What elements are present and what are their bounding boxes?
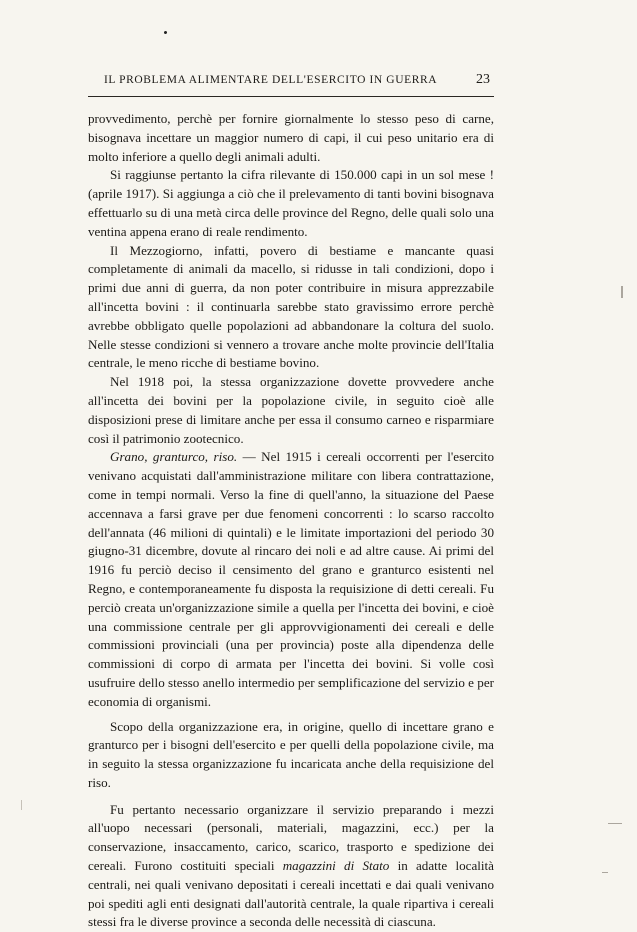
paragraph-grano bbox=[88, 448, 494, 711]
margin-mark bbox=[608, 823, 622, 824]
paragraph: Si raggiunse pertanto la cifra rilevante di 150.000 capi in un sol mese ! (aprile 1917). Si aggiunga a ciò che il prelevamento di tanti bovini bisognava effettuarlo su di una metà circa delle province del Regno, delle quali solo una ventina appena erano di reale rendimento. bbox=[88, 167, 494, 239]
paragraph-text: — Nel 1915 i cereali occorrenti per l'esercito venivano acquistati dall'amministrazione militare con libera contrattazione, come in tempi normali. Verso la fine di quell'anno, la situazione del Paese accennava a farsi grave per due fenomeni concorrenti : lo scarso raccolto dell'annata (46 milioni di quintali) e le limitate importazioni del periodo 30 giugno-31 dicembre, dovute al rincaro dei noli e ad altre cause. Ai primi del 1916 fu perciò deciso il censimento del grano e granturco esistenti nel Regno, e contemporaneamente fu disposta la requisizione di detti cereali. Fu perciò creata un'organizzazione simile a quella per l'incetta dei bovini, e cioè una commissione centrale per gli approvvigionamenti dei cereali e delle commissioni provinciali (una per provincia) poste alla dipendenza delle commissioni di corpo di armata per l'incetta dei bovini. Si volle così usufruire dello stesso anello intermedio per semplificazione del servizio e per economia di organismi. bbox=[88, 449, 494, 709]
margin-mark bbox=[21, 800, 22, 810]
paragraph-text: in adatte località centrali, nei quali venivano depositati i cereali incettati e dai quali venivano poi spediti agli enti designati dall'autorità centrale, la quale ripartiva i cereali stessi fra le diverse province a seconda delle necessità di ciascuna. bbox=[88, 858, 494, 930]
paragraph: Nel 1918 poi, la stessa organizzazione dovette provvedere anche all'incetta dei bovini per la popolazione civile, in seguito cioè alle disposizioni prese di limitare anche per essa il consumo carneo e risparmiare così il patrimonio zootecnico. bbox=[88, 374, 494, 446]
paragraph: Il Mezzogiorno, infatti, povero di bestiame e mancante quasi completamente di animali da macello, si ridusse in tali condizioni, dopo i primi due anni di guerra, da non poter contribuire in misura apprezzabile all'incetta bovini : il continuarla sarebbe stato gravissimo errore perchè avrebbe obbligato quelle popolazioni ad abbandonare la coltura del suolo. Nelle stesse condizioni si vennero a trovare anche molte provincie dell'Italia centrale, le meno ricche di bestiame bovino. bbox=[88, 242, 494, 371]
running-title: IL PROBLEMA ALIMENTARE DELL'ESERCITO IN GUERRA bbox=[104, 74, 438, 86]
body-text bbox=[88, 110, 494, 932]
paragraph-magazzini bbox=[88, 801, 494, 932]
ink-speck bbox=[164, 31, 168, 35]
running-header bbox=[88, 72, 490, 92]
header-rule bbox=[88, 96, 494, 97]
page-number: 23 bbox=[476, 72, 490, 87]
paragraph-text: Fu pertanto necessario organizzare il servizio preparando i mezzi all'uopo necessari (personali, materiali, magazzini, ecc.) per la conservazione, insaccamento, carico, scarico, trasporto e spedizione dei cereali. Furono costituiti speciali bbox=[88, 801, 494, 874]
paragraph: Scopo della organizzazione era, in origine, quello di incettare grano e granturco per i bisogni dell'esercito e per quelli della popolazione civile, ma in seguito la stessa organizzazione fu incaricata anche della requisizione del riso. bbox=[88, 718, 494, 790]
section-heading: Grano, granturco, riso. bbox=[110, 449, 238, 465]
paragraph: provvedimento, perchè per fornire giornalmente lo stesso peso di carne, bisognava incettare un maggior numero di capi, il cui peso unitario era di molto inferiore a quello degli animali adulti. bbox=[88, 111, 494, 164]
margin-mark bbox=[602, 872, 608, 873]
margin-mark bbox=[621, 286, 623, 298]
emphasis-text: magazzini di Stato bbox=[282, 858, 390, 874]
